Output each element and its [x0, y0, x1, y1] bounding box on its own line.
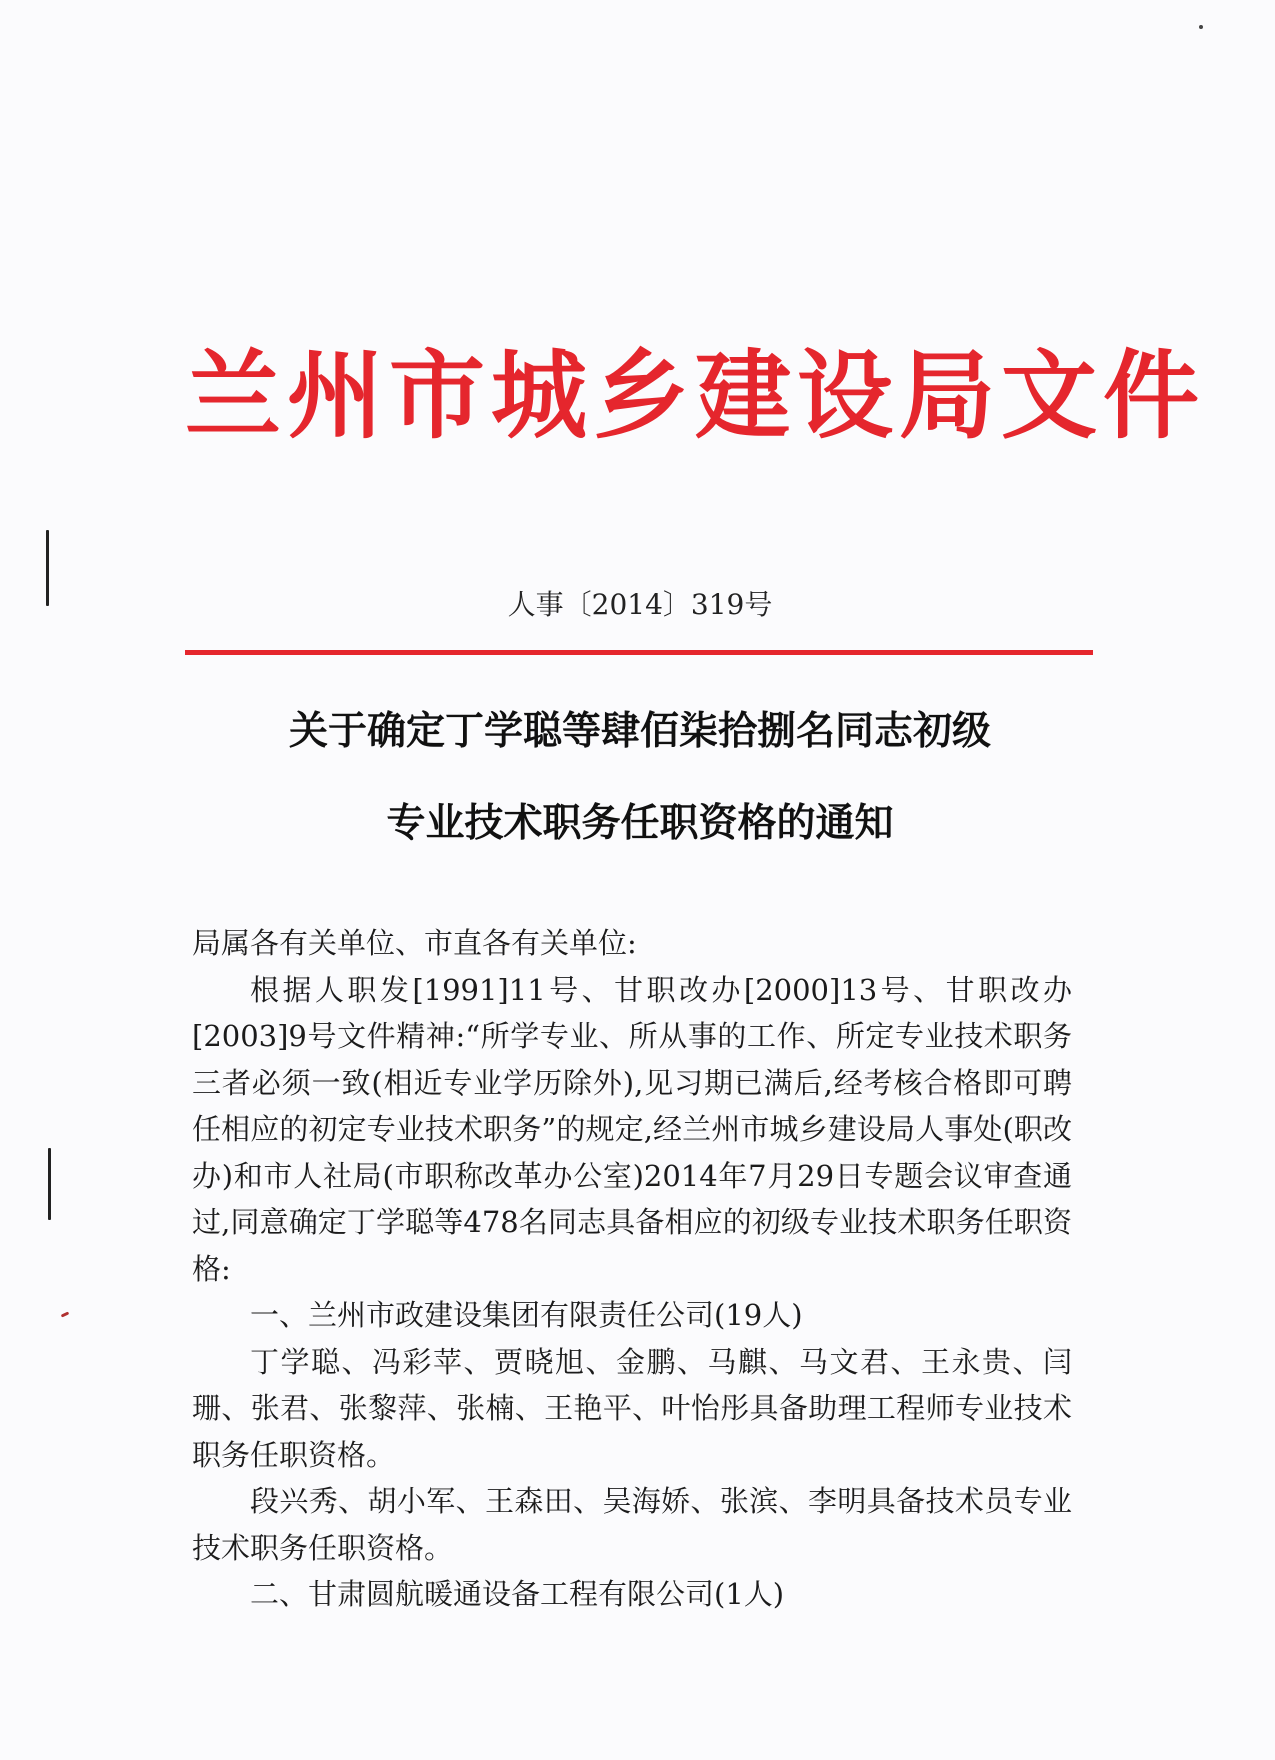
notice-title-line-2: 专业技术职务任职资格的通知: [386, 801, 894, 846]
section-heading: 一、兰州市政建设集团有限责任公司(19人): [250, 1298, 803, 1332]
body-paragraph: 丁学聪、冯彩苹、贾晓旭、金鹏、马麒、马文君、王永贵、闫珊、张君、张黎萍、张楠、王艳平、叶怡彤具备助理工程师专业技术职务任职资格。: [192, 1344, 1072, 1472]
margin-mark: [46, 530, 49, 606]
notice-title-line-1: 关于确定丁学聪等肆佰柒拾捌名同志初级: [288, 709, 991, 754]
addressee: 局属各有关单位、市直各有关单位:: [192, 926, 637, 960]
agency-header-title: 兰州市城乡建设局文件: [185, 339, 1205, 452]
red-divider-line: [185, 650, 1093, 655]
margin-mark: [48, 1148, 51, 1220]
notice-body: [192, 920, 1072, 1618]
body-paragraph: 段兴秀、胡小军、王森田、吴海娇、张滨、李明具备技术员专业技术职务任职资格。: [192, 1484, 1072, 1565]
section-heading: 二、甘肃圆航暖通设备工程有限公司(1人): [250, 1577, 785, 1611]
ink-speck: [61, 1311, 70, 1317]
body-paragraph: 根据人职发[1991]11号、甘职改办[2000]13号、甘职改办[2003]9号文件精神:“所学专业、所从事的工作、所定专业技术职务三者必须一致(相近专业学历除外),见习期已满后,经考核合格即可聘任相应的初定专业技术职务”的规定,经兰州市城乡建设局人事处(职改办)和市人社局(市职称改革办公室)2014年7月29日专题会议审查通过,同意确定丁学聪等478名同志具备相应的初级专业技术职务任职资格:: [192, 972, 1072, 1286]
document-number: 人事〔2014〕319号: [507, 588, 773, 621]
ink-speck: [1199, 25, 1203, 29]
